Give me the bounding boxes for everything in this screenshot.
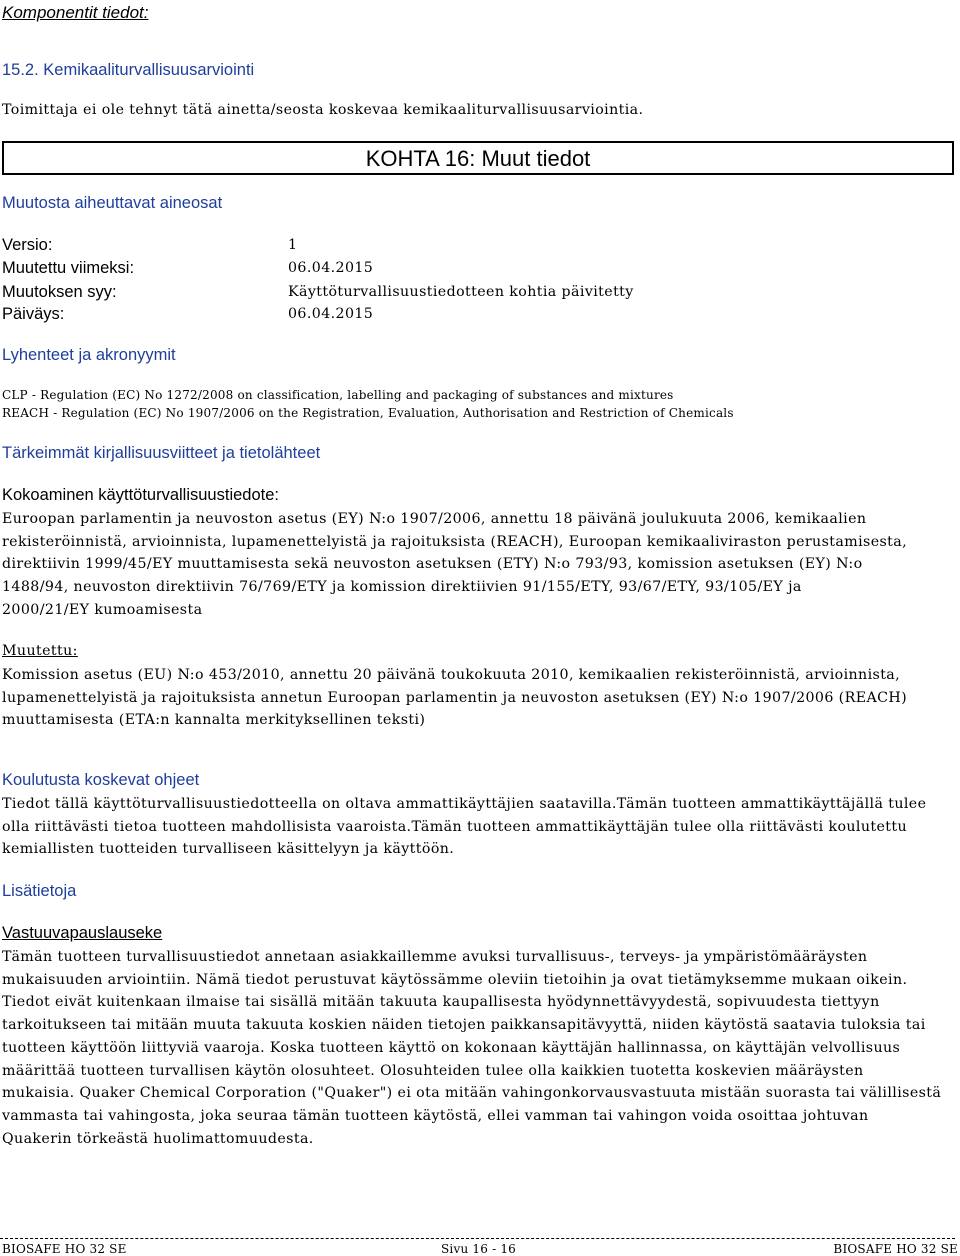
disclaimer-heading: Vastuuvapauslauseke bbox=[2, 924, 163, 942]
footer-left: BIOSAFE HO 32 SE bbox=[2, 1242, 127, 1256]
section-16-title-box bbox=[2, 141, 954, 175]
section-16-title: KOHTA 16: Muut tiedot bbox=[365, 146, 591, 171]
disclaimer-line: Tiedot eivät kuitenkaan ilmaise tai sisällä mitään takuuta kaupallisesta hyödynnettävyydestä, sopivuudesta tiettyyn bbox=[2, 994, 880, 1011]
compilation-label: Kokoaminen käyttöturvallisuustiedote: bbox=[2, 486, 279, 504]
section-15-2-heading: 15.2. Kemikaaliturvallisuusarviointi bbox=[2, 61, 255, 79]
abbreviations-heading: Lyhenteet ja akronyymit bbox=[2, 346, 176, 364]
disclaimer-line: määrittää tuotteen turvallisen käytön olosuhteet. Olosuhteiden tulee olla kaikkien tuotetta koskevien määräysten bbox=[2, 1062, 864, 1079]
amended-line: lupamenettelyistä ja rajoituksista annetun Euroopan parlamentin ja neuvoston asetuksen (EY) N:o 1907/2006 (REACH) bbox=[2, 689, 908, 706]
training-heading: Koulutusta koskevat ohjeet bbox=[2, 771, 200, 789]
amended-label: Muutettu: bbox=[2, 643, 78, 659]
abbreviation-line: CLP - Regulation (EC) No 1272/2008 on classification, labelling and packaging of substances and mixtures bbox=[2, 388, 674, 402]
disclaimer-line: mukaisuuden arviointiin. Nämä tiedot perustuvat käytössämme oleviin tietoihin ja ovat tietämyksemme mukaan oikein. bbox=[2, 971, 908, 988]
training-line: kemiallisten tuotteiden turvalliseen käsittelyyn ja käyttöön. bbox=[2, 841, 455, 858]
reason-label: Muutoksen syy: bbox=[2, 283, 117, 301]
csa-text: Toimittaja ei ole tehnyt tätä ainetta/seosta koskevaa kemikaaliturvallisuusarviointia. bbox=[2, 102, 644, 118]
amended-paragraph bbox=[2, 664, 952, 732]
additional-heading: Lisätietoja bbox=[2, 882, 77, 900]
disclaimer-line: mukaisia. Quaker Chemical Corporation ("Quaker") ei ota mitään vahingonkorvausvastuuta mistään suorasta tai välillisestä bbox=[2, 1085, 942, 1102]
compilation-line: Euroopan parlamentin ja neuvoston asetus (EY) N:o 1907/2006, annettu 18 päivänä joulukuuta 2006, kemikaalien bbox=[2, 511, 867, 527]
footer-divider bbox=[0, 1238, 955, 1239]
reason-value: Käyttöturvallisuustiedotteen kohtia päivitetty bbox=[288, 284, 634, 300]
version-value: 1 bbox=[288, 237, 298, 253]
training-line: olla riittävästi tietoa tuotteen mahdollisista vaaroista.Tämän tuotteen ammattikäyttäjän tulee olla riittävästi koulutettu bbox=[2, 818, 908, 835]
training-paragraph bbox=[2, 793, 952, 861]
abbreviation-line: REACH - Regulation (EC) No 1907/2006 on the Registration, Evaluation, Authorisation and Restriction of Chemicals bbox=[2, 406, 734, 420]
disclaimer-line: tuotteen käyttöön liittyviä vaaroja. Koska tuotteen käyttö on kokonaan käyttäjän hallinnassa, on käyttäjän velvollisuus bbox=[2, 1039, 901, 1056]
disclaimer-line: tarkoitukseen tai mitään muuta takuuta koskien näiden tietojen paikkansapitävyyttä, niiden käytöstä saatavia tuloksia tai bbox=[2, 1017, 926, 1034]
footer-right: BIOSAFE HO 32 SE bbox=[833, 1242, 958, 1256]
compilation-line: rekisteröinnistä, arvioinnista, lupamenettelyistä ja rajoituksista (REACH), Euroopan kemikaaliviraston perustamisesta, bbox=[2, 533, 908, 550]
compilation-line: 1488/94, neuvoston direktiivin 76/769/ETY ja komission direktiivien 91/155/ETY, 93/67/ETY, 93/105/EY ja bbox=[2, 579, 802, 596]
version-label: Versio: bbox=[2, 236, 53, 254]
disclaimer-paragraph bbox=[2, 946, 952, 1150]
changes-caused-heading: Muutosta aiheuttavat aineosat bbox=[2, 194, 223, 212]
disclaimer-line: Quakerin törkeästä huolimattomuudesta. bbox=[2, 1130, 314, 1147]
footer-page-number: Sivu 16 - 16 bbox=[441, 1242, 517, 1256]
revised-value: 06.04.2015 bbox=[288, 260, 374, 276]
revised-label: Muutettu viimeksi: bbox=[2, 259, 135, 277]
compilation-paragraph bbox=[2, 508, 952, 622]
amended-line: Komission asetus (EU) N:o 453/2010, annettu 20 päivänä toukokuuta 2010, kemikaalien rekisteröinnistä, arvioinnista, bbox=[2, 667, 901, 683]
compilation-line: direktiivin 1999/45/EY muuttamisesta sekä neuvoston asetuksen (ETY) N:o 793/93, komission asetuksen (EY) N:o bbox=[2, 556, 863, 573]
date-value: 06.04.2015 bbox=[288, 306, 374, 322]
training-line: Tiedot tällä käyttöturvallisuustiedotteella on oltava ammattikäyttäjien saatavilla.Tämän tuotteen ammattikäyttäjällä tulee bbox=[2, 796, 927, 812]
date-label: Päiväys: bbox=[2, 305, 65, 323]
references-heading: Tärkeimmät kirjallisuusviitteet ja tietolähteet bbox=[2, 444, 321, 462]
amended-line: muuttamisesta (ETA:n kannalta merkityksellinen teksti) bbox=[2, 712, 426, 729]
compilation-line: 2000/21/EY kumoamisesta bbox=[2, 601, 203, 618]
disclaimer-line: Tämän tuotteen turvallisuustiedot annetaan asiakkaillemme avuksi turvallisuus-, terveys- ja ympäristömääräysten bbox=[2, 949, 868, 965]
disclaimer-line: vammasta tai vahingosta, joka seuraa tämän tuotteen käytöstä, ellei vamman tai vahingon voida osoittaa johtuvan bbox=[2, 1107, 869, 1124]
components-label: Komponentit tiedot: bbox=[2, 3, 149, 22]
